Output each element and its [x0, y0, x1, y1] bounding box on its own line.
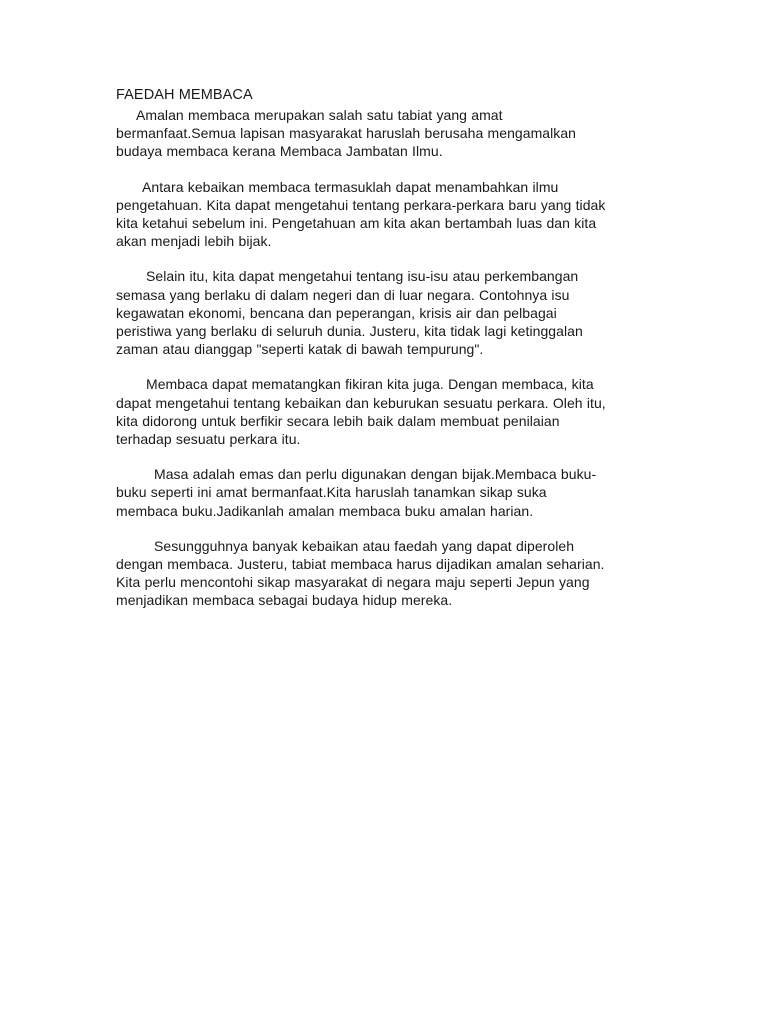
document-body: [116, 86, 652, 627]
paragraph-1: [116, 106, 652, 161]
paragraph-line: Amalan membaca merupakan salah satu tabiat yang amat: [136, 107, 503, 123]
paragraph-3: [116, 267, 652, 358]
paragraph-5: [116, 465, 652, 520]
paragraph-2: [116, 178, 652, 251]
paragraph-4: [116, 375, 652, 448]
paragraph-line: semasa yang berlaku di dalam negeri dan di luar negara. Contohnya isu: [116, 286, 570, 303]
paragraph-line: terhadap sesuatu perkara itu.: [116, 431, 301, 448]
paragraph-line: membaca buku.Jadikanlah amalan membaca buku amalan harian.: [116, 502, 534, 519]
paragraph-line: peristiwa yang berlaku di seluruh dunia. Justeru, kita tidak lagi ketinggalan: [116, 323, 583, 340]
paragraph-line: dapat mengetahui tentang kebaikan dan keburukan sesuatu perkara. Oleh itu,: [116, 394, 606, 411]
paragraph-line: zaman atau dianggap "seperti katak di bawah tempurung".: [116, 341, 484, 358]
paragraph-line: dengan membaca. Justeru, tabiat membaca harus dijadikan amalan seharian.: [116, 556, 605, 573]
paragraph-line: Selain itu, kita dapat mengetahui tentang isu-isu atau perkembangan: [146, 268, 579, 285]
paragraph-line: kegawatan ekonomi, bencana dan peperangan, krisis air dan pelbagai: [116, 304, 557, 321]
paragraph-line: pengetahuan. Kita dapat mengetahui tentang perkara-perkara baru yang tidak: [116, 196, 606, 213]
paragraph-line: Kita perlu mencontohi sikap masyarakat di negara maju seperti Jepun yang: [116, 574, 590, 591]
paragraph-line: Antara kebaikan membaca termasuklah dapat menambahkan ilmu: [142, 178, 559, 195]
page-title: FAEDAH MEMBACA: [116, 87, 253, 103]
paragraph-line: akan menjadi lebih bijak.: [116, 233, 272, 250]
paragraph-line: menjadikan membaca sebagai budaya hidup mereka.: [116, 592, 453, 609]
paragraph-line: budaya membaca kerana Membaca Jambatan Ilmu.: [116, 143, 443, 160]
paragraph-line: Membaca dapat mematangkan fikiran kita juga. Dengan membaca, kita: [146, 376, 594, 393]
paragraph-line: Sesungguhnya banyak kebaikan atau faedah yang dapat diperoleh: [154, 537, 575, 554]
paragraph-line: Masa adalah emas dan perlu digunakan dengan bijak.Membaca buku-: [154, 466, 597, 483]
paragraph-line: bermanfaat.Semua lapisan masyarakat haruslah berusaha mengamalkan: [116, 125, 577, 142]
paragraph-line: kita didorong untuk berfikir secara lebih baik dalam membuat penilaian: [116, 412, 560, 429]
paragraph-line: buku seperti ini amat bermanfaat.Kita haruslah tanamkan sikap suka: [116, 484, 547, 501]
paragraph-6: [116, 537, 652, 610]
paragraph-line: kita ketahui sebelum ini. Pengetahuan am kita akan bertambah luas dan kita: [116, 215, 597, 232]
